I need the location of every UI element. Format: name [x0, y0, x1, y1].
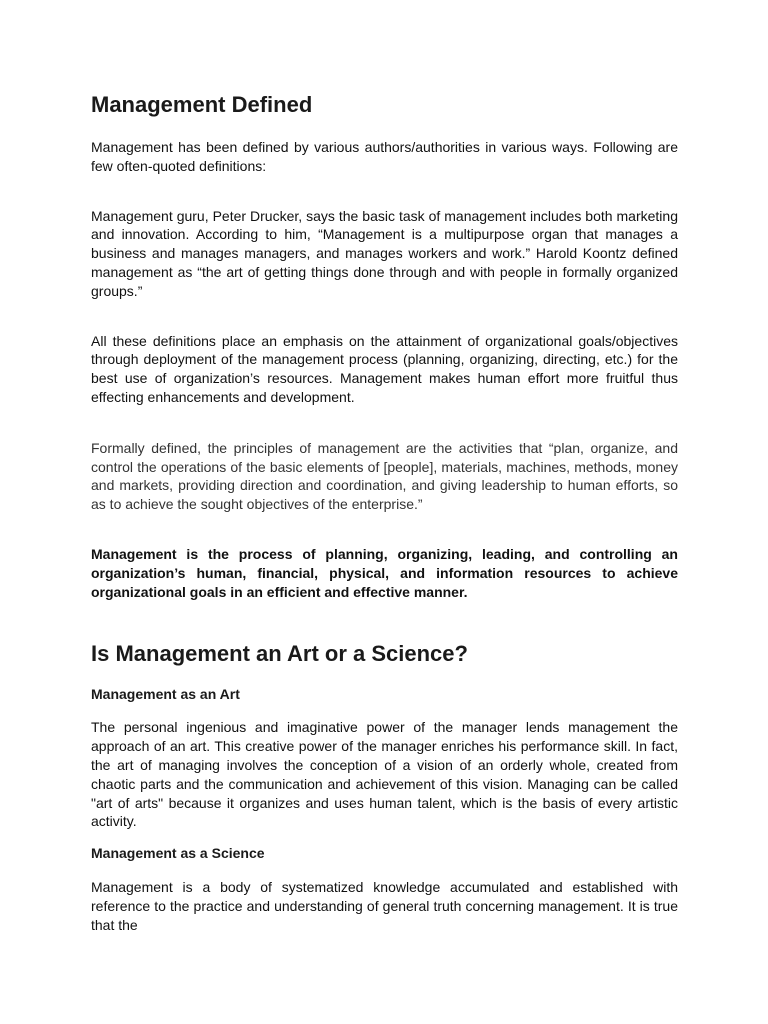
paragraph-intro: Management has been defined by various authors/authorities in various ways. Following are few often-quoted definitions:	[91, 139, 678, 174]
heading-art-or-science: Is Management an Art or a Science?	[91, 641, 468, 667]
paragraph-management-art: The personal ingenious and imaginative power of the manager lends management the approach of an art. This creative power of the manager enriches his performance skill. In fact, the art of managing involves the conception of a vision of an orderly whole, created from chaotic parts and the communication and achievement of this vision. Managing can be called "art of arts" because it organizes and uses human talent, which is the basis of every artistic activity.	[91, 719, 678, 830]
paragraph-emphasis: All these definitions place an emphasis on the attainment of organizational goals/objectives through deployment of the management process (planning, organizing, directing, etc.) for the best use of organization’s resources. Management makes human effort more fruitful thus effecting enhancements and development.	[91, 332, 678, 405]
paragraph-drucker-koontz: Management guru, Peter Drucker, says the basic task of management includes both marketing and innovation. According to him, “Management is a multipurpose organ that manages a business and manages managers, and manages workers and work.” Harold Koontz defined management as “the art of getting things done through and with people in formally organized groups.”	[91, 207, 678, 299]
subheading-management-as-art: Management as an Art	[91, 686, 240, 703]
paragraph-formal-definition: Formally defined, the principles of management are the activities that “plan, organize, and control the operations of the basic elements of [people], materials, machines, methods, money and markets, providing direction and coordination, and giving leadership to human efforts, so as to achieve the sought objectives of the enterprise.”	[91, 439, 678, 513]
document-body	[91, 90, 678, 935]
paragraph-key-definition: Management is the process of planning, organizing, leading, and controlling an organization’s human, financial, physical, and information resources to achieve organizational goals in an efficient and effective manner.	[91, 545, 678, 600]
subheading-management-as-science: Management as a Science	[91, 845, 265, 862]
paragraph-management-science: Management is a body of systematized knowledge accumulated and established with reference to the practice and understanding of general truth concerning management. It is true that the	[91, 879, 678, 933]
heading-management-defined: Management Defined	[91, 92, 313, 117]
